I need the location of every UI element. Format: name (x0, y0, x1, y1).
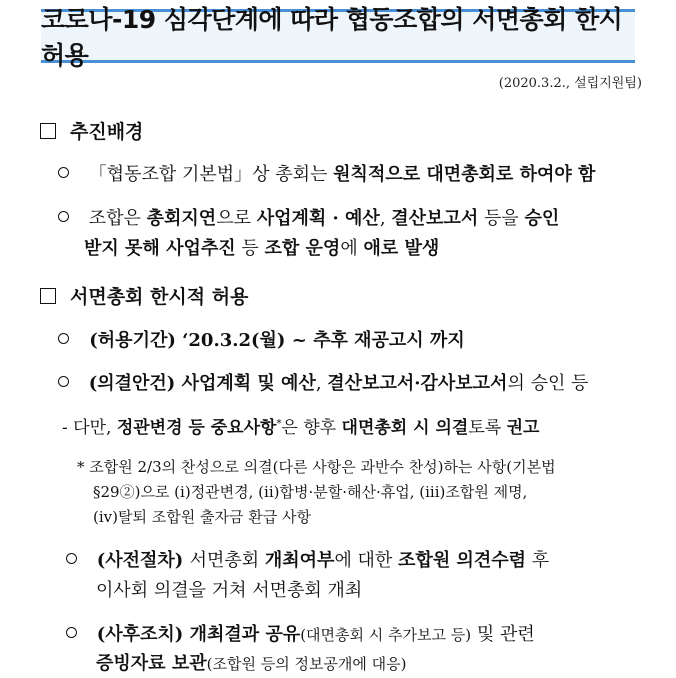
text-part: 등을 (478, 208, 525, 229)
text-emphasis: (의결안건) 사업계획 및 예산 (88, 373, 316, 394)
text-part: 후 (526, 550, 550, 571)
circle-bullet-icon (58, 167, 69, 178)
footnote-line-1: * 조합원 2/3의 찬성으로 의결(다른 사항은 과반수 찬성)하는 사항(기본법 (77, 458, 556, 476)
title-box (41, 5, 635, 70)
text-emphasis: 개최여부 (264, 550, 335, 571)
text-emphasis: 승인 (524, 208, 560, 229)
text-part: 서면총회 (189, 550, 265, 571)
dateline: (2020.3.2., 설립지원팀) (498, 76, 642, 91)
text-emphasis: 증빙자료 보관 (96, 653, 207, 674)
section-heading-background (40, 117, 143, 144)
square-bullet-icon (40, 288, 56, 304)
text-emphasis: 조합원 의견수렴 (398, 550, 527, 571)
text-part: 으로 (216, 208, 257, 229)
bullet-basic-law (58, 160, 595, 186)
footnote-line-3: (iv)탈퇴 조합원 출자금 환급 사항 (93, 508, 311, 526)
bullet-pre-procedure (66, 546, 549, 572)
circle-bullet-icon (58, 376, 69, 387)
bullet-delay-line2 (84, 234, 439, 260)
text-emphasis: 결산보고서 (391, 208, 479, 229)
circle-bullet-icon (58, 211, 69, 222)
text-part: 에 대한 (334, 550, 399, 571)
bullet-delay (58, 204, 559, 230)
text-part: , (379, 208, 392, 229)
text-part: 및 관련 (471, 624, 535, 645)
dash-recommendation (62, 413, 539, 438)
text-part: (대면총회 시 추가보고 등) (300, 626, 472, 644)
bullet-agenda (58, 369, 588, 395)
text-part: 의 승인 등 (507, 373, 589, 394)
bullet-post-action-line2 (96, 649, 407, 675)
footnote-line-2: §29②)으로 (i)정관변경, (ii)합병·분할·해산·휴업, (iii)조합원 제명, (93, 483, 528, 501)
text-emphasis: 원칙적으로 대면총회로 하여야 함 (333, 164, 596, 185)
text-part: - 다만, (62, 418, 117, 438)
footnote-mark: * (276, 418, 282, 430)
text-part: 등 (235, 238, 265, 259)
bullet-period (58, 326, 465, 352)
circle-bullet-icon (58, 333, 69, 344)
text-part: 은 향후 (281, 418, 342, 438)
text-part: 에 (340, 238, 364, 259)
section-heading-text: 서면총회 한시적 허용 (70, 286, 249, 308)
section-heading-text: 추진배경 (70, 121, 144, 143)
text-emphasis: 조합 운영 (264, 238, 341, 259)
section-heading-allowance (40, 282, 248, 309)
text-part: , (315, 373, 328, 394)
text-emphasis: 결산보고서·감사보고서 (327, 373, 508, 394)
page-title: 코로나-19 심각단계에 따라 협동조합의 서면총회 한시허용 (41, 5, 623, 70)
circle-bullet-icon (66, 627, 77, 638)
text-emphasis: 받지 못해 사업추진 (84, 238, 236, 259)
circle-bullet-icon (66, 553, 77, 564)
text-part: 「협동조합 기본법」상 총회는 (88, 164, 334, 185)
text-part: 조합은 (88, 208, 147, 229)
text-emphasis: 대면총회 시 의결 (341, 418, 469, 438)
text-emphasis: 사업계획 · 예산 (256, 208, 380, 229)
bullet-pre-procedure-line2: 이사회 의결을 거쳐 서면총회 개최 (96, 580, 363, 601)
text-emphasis: (허용기간) ‘20.3.2(월) ~ 추후 재공고시 까지 (89, 330, 465, 351)
text-part: (조합원 등의 정보공개에 대응) (206, 655, 407, 673)
bullet-post-action (66, 620, 535, 646)
text-emphasis: 권고 (506, 418, 540, 438)
text-emphasis: (사전절차) (96, 550, 190, 571)
text-emphasis: 정관변경 등 중요사항 (116, 418, 277, 438)
square-bullet-icon (40, 123, 56, 139)
text-emphasis: 애로 발생 (363, 238, 440, 259)
text-emphasis: (사후조치) 개최결과 공유 (96, 624, 301, 645)
text-emphasis: 총회지연 (146, 208, 217, 229)
text-part: 토록 (468, 418, 507, 438)
